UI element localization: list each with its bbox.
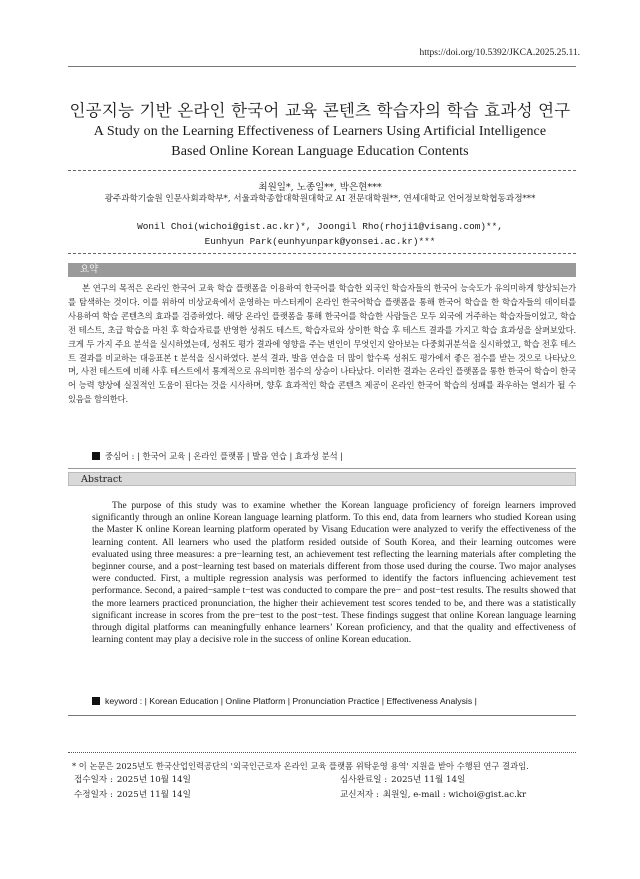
title-divider bbox=[68, 170, 576, 171]
authors-english-line2: Eunhyun Park(eunhyunpark@yonsei.ac.kr)*** bbox=[204, 236, 436, 247]
corresponding-author bbox=[340, 788, 526, 800]
title-english-line1: A Study on the Learning Effectiveness of Learners Using Artificial Intelligence bbox=[93, 124, 547, 139]
footnote-rule bbox=[68, 752, 576, 753]
authors-english-line1: Wonil Choi(wichoi@gist.ac.kr)*, Joongil Rho(rhoji1@visang.com)**, bbox=[137, 221, 503, 232]
funding-note: * 이 논문은 2025년도 한국산업인력공단의 '외국인근로자 온라인 교육 플랫폼 위탁운영 용역' 지원을 받아 수행된 연구 결과임. bbox=[72, 761, 529, 771]
reviewed-value: 2025년 11월 14일 bbox=[391, 775, 466, 785]
revised-date bbox=[74, 788, 191, 800]
authors-korean: 최원일*, 노종일**, 박은현*** bbox=[258, 182, 382, 193]
english-keywords-label: keyword : bbox=[105, 696, 143, 706]
korean-keywords-label: 중심어 : bbox=[105, 451, 135, 461]
title-korean: 인공지능 기반 온라인 한국어 교육 콘텐츠 학습자의 학습 효과성 연구 bbox=[69, 101, 571, 120]
authors-english bbox=[0, 219, 640, 249]
korean-keywords-list: | 한국어 교육 | 온라인 플랫폼 | 발음 연습 | 효과성 분석 | bbox=[137, 451, 344, 461]
top-rule bbox=[68, 66, 576, 67]
reviewed-label: 심사완료일 : bbox=[340, 775, 388, 785]
received-date bbox=[74, 773, 191, 785]
keywords-divider bbox=[68, 468, 576, 469]
corresponding-label: 교신저자 : bbox=[340, 790, 379, 800]
bullet-square-icon bbox=[92, 452, 100, 460]
revised-label: 수정일자 : bbox=[74, 790, 113, 800]
korean-keywords bbox=[92, 450, 343, 462]
english-abstract-heading: Abstract bbox=[68, 472, 576, 486]
english-keywords-list: | Korean Education | Online Platform | Pronunciation Practice | Effectiveness Analysis | bbox=[144, 696, 477, 706]
english-abstract-body: The purpose of this study was to examine whether the Korean language proficiency of foreign learners improved significantly through an online Korean language learning platform. To this end, data from learners who studied Korean using the Master K online Korean learning platform operated by Visang Education were analyzed to verify the effectiveness of the learning content. All learners who used the platform resided outside of South Korea, and their learning outcomes were evaluated using three measures: a pre−learning test, an achievement test reflecting the learning materials after completing the beginner course, and a post−learning test based on materials different from those used during the course. Two major analyses were conducted. First, a multiple regression analysis was performed to identify the factors influencing achievement test performance. Second, a paired−sample t−test was conducted to compare the pre− and post−test results. The results showed that the more learners practiced pronunciation, the higher their achievement test scores tended to be, and there was a statistically significant increase in scores from the pre−test to the post−test. These findings suggest that online Korean language learning through digital platforms can meaningfully enhance learners’ Korean proficiency, and that the quality and effectiveness of learning content may play a decisive role in the success of online Korean education. bbox=[92, 501, 576, 646]
doi-link[interactable]: https://doi.org/10.5392/JKCA.2025.25.11. bbox=[419, 48, 580, 58]
authors-divider bbox=[68, 253, 576, 254]
received-value: 2025년 10월 14일 bbox=[116, 775, 191, 785]
revised-value: 2025년 11월 14일 bbox=[116, 790, 191, 800]
title-english bbox=[60, 122, 580, 162]
abstract-end-rule bbox=[68, 715, 576, 716]
korean-abstract-body: 본 연구의 목적은 온라인 한국어 교육 학습 플랫폼을 이용하여 한국어를 학습한 외국인 학습자들의 한국어 능숙도가 유의미하게 향상되는가를 탐색하는 것이다. 이를 위하여 비상교육에서 운영하는 마스터케이 온라인 한국어학습 플랫폼을 통해 한국어 학습을 한 학습자들의 데이터를 사용하여 학습 콘텐츠의 효과를 검증하였다. 해당 온라인 플랫폼을 통해 한국어를 학습한 사람들은 모두 외국에 거주하는 학습자들이었고, 학습 전 테스트, 초급 학습을 마친 후 학습자료를 반영한 성취도 테스트, 학습자료와 상이한 학습 후 테스트 결과를 가지고 학습 효과성을 살펴보았다. 크게 두 가지 주요 분석을 실시하였는데, 성취도 평가 결과에 영향을 주는 변인이 무엇인지 알아보는 다중회귀분석을 실시하였고, 학습 전후 테스트 결과를 비교하는 대응표본 t 분석을 실시하였다. 분석 결과, 발음 연습을 더 많이 할수록 성취도 평가에서 좋은 점수를 받는 것으로 나타났으며, 사전 테스트에 비해 사후 테스트에서 통계적으로 유의미한 점수의 상승이 나타났다. 이러한 결과는 온라인 플랫폼을 통한 한국어 학습이 한국어 능력 향상에 실질적인 도움이 된다는 것을 시사하며, 향후 효과적인 학습 콘텐츠 제공이 온라인 한국어 학습의 성패를 좌우하는 열쇠가 될 수 있음을 함의한다. bbox=[68, 283, 576, 405]
received-label: 접수일자 : bbox=[74, 775, 113, 785]
corresponding-value: 최원일, e-mail : wichoi@gist.ac.kr bbox=[382, 790, 527, 800]
korean-abstract-heading: 요약 bbox=[68, 263, 576, 277]
english-keywords bbox=[92, 696, 477, 706]
bullet-square-icon bbox=[92, 697, 100, 705]
review-date bbox=[340, 773, 465, 785]
title-english-line2: Based Online Korean Language Education Contents bbox=[171, 144, 469, 159]
affiliations-korean: 광주과학기술원 인문사회과학부*, 서울과학종합대학원대학교 AI 전문대학원**, 연세대학교 언어정보학협동과정*** bbox=[104, 194, 536, 204]
